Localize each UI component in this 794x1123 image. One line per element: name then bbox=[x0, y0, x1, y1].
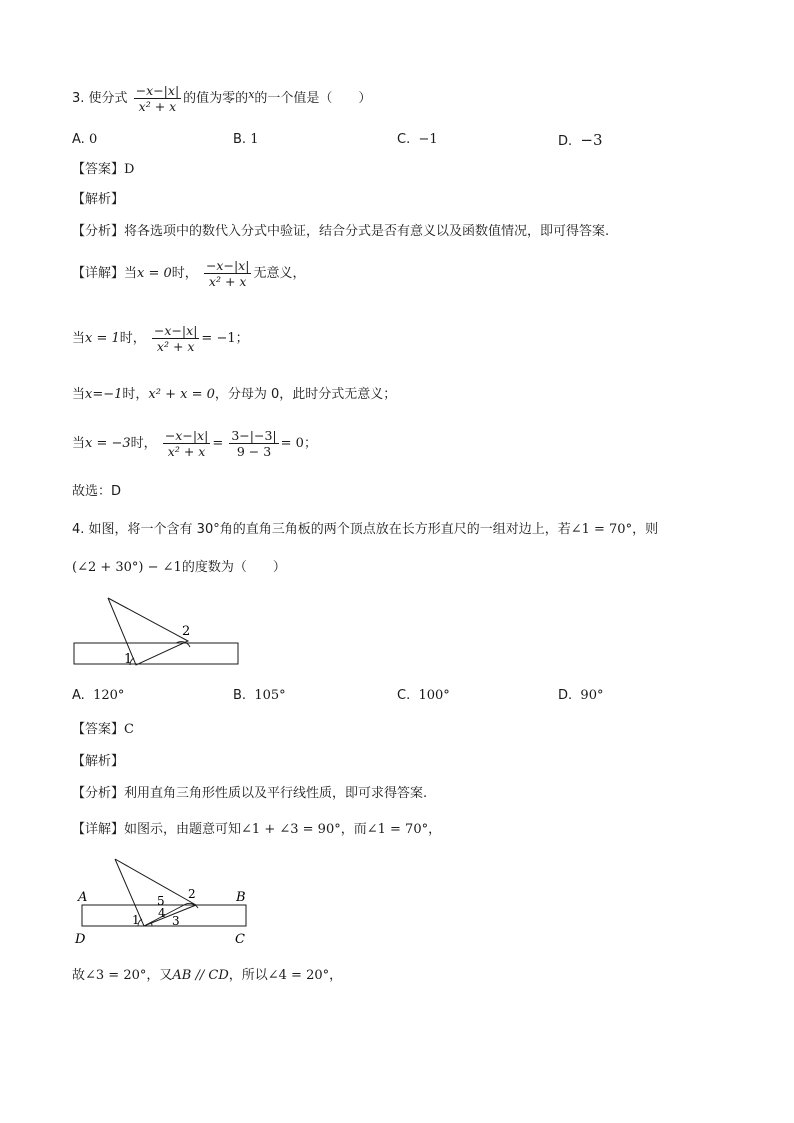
label-2: 2 bbox=[182, 624, 191, 639]
q3-answer: 【答案】D bbox=[72, 162, 135, 177]
label-A: A bbox=[78, 890, 88, 905]
q4-stem-line-1: 4. 如图，将一个含有 30°角的直角三角板的两个顶点放在长方形直尺的一组对边上，若∠1 = 70°，则 bbox=[72, 522, 659, 537]
label-B: B bbox=[236, 890, 246, 905]
q3-frac-num: −x−|x| bbox=[135, 83, 180, 98]
label-C: C bbox=[235, 932, 245, 947]
triangle-plate bbox=[115, 859, 196, 926]
q3-option-a: A. 0 bbox=[72, 132, 98, 147]
q3-d4-fraction-b: $\frac{3-|-3|}{9 - 3}$ bbox=[231, 428, 277, 459]
q3-option-b: B. 1 bbox=[233, 132, 259, 147]
q3-d1-fraction: $\frac{-x-|x|}{\text{x² + x}}$ bbox=[205, 258, 250, 289]
q4-fenxi: 【分析】利用直角三角形性质以及平行线性质，即可求得答案. bbox=[72, 786, 428, 801]
q4-figure-2 bbox=[72, 855, 262, 950]
label-5: 5 bbox=[157, 894, 165, 908]
ruler-rectangle bbox=[74, 643, 238, 664]
label-4: 4 bbox=[158, 906, 166, 920]
angle-2-arc bbox=[176, 642, 190, 647]
label-D: D bbox=[75, 932, 86, 947]
q3-stem-prefix: 3. 使分式 bbox=[72, 91, 128, 106]
q3-stem-suffix-1: 的值为零的 bbox=[183, 91, 249, 106]
q4-option-d: D. 90° bbox=[558, 688, 604, 703]
q4-figure-1 bbox=[72, 595, 242, 670]
q3-d4-fraction-a: $\frac{-x-|x|}{\text{x² + x}}$ bbox=[164, 428, 209, 459]
label-3: 3 bbox=[172, 914, 180, 928]
label-2: 2 bbox=[188, 887, 196, 901]
q4-answer: 【答案】C bbox=[72, 722, 134, 737]
q4-option-c: C. 100° bbox=[397, 688, 450, 703]
q4-option-a: A. 120° bbox=[72, 688, 125, 703]
q3-detail-4: 当x = −3时， $\frac{-x-|x|}{\text{x² + x}}$ = $\frac{3-|-3|}{9 - 3}$ = 0； bbox=[72, 428, 317, 459]
q4-detail: 【详解】如图示，由题意可知∠1 + ∠3 = 90°，而∠1 = 70°， bbox=[72, 822, 442, 837]
q4-option-b: B. 105° bbox=[233, 688, 286, 703]
q3-fraction bbox=[134, 83, 181, 114]
q3-conclusion: 故选：D bbox=[72, 484, 122, 499]
q3-var-x: x bbox=[248, 88, 255, 101]
q3-detail-3: 当x=−1时，x² + x = 0，分母为 0，此时分式无意义； bbox=[72, 387, 397, 402]
q3-option-c: C. −1 bbox=[397, 132, 438, 147]
q3-d2-fraction: $\frac{-x-|x|}{\text{x² + x}}$ bbox=[153, 323, 198, 354]
q4-final: 故∠3 = 20°，又AB // CD，所以∠4 = 20°， bbox=[72, 968, 343, 983]
triangle-plate bbox=[108, 598, 191, 665]
q3-fenxi: 【分析】将各选项中的数代入分式中验证，结合分式是否有意义以及函数值情况，即可得答案. bbox=[72, 224, 610, 239]
q3-detail-1: 【详解】当x = 0时， $\frac{-x-|x|}{\text{x² + x}}$ 无意义， bbox=[72, 258, 306, 289]
q3-frac-den: x² + x bbox=[138, 99, 177, 114]
q3-option-d: D. −3 bbox=[558, 131, 603, 149]
q4-analysis-tag: 【解析】 bbox=[72, 754, 125, 769]
q3-stem-suffix-2: 的一个值是（ ） bbox=[254, 91, 372, 106]
label-1: 1 bbox=[132, 913, 140, 927]
q4-stem-line-2: (∠2 + 30°) − ∠1的度数为（ ） bbox=[72, 560, 286, 575]
q3-analysis-tag: 【解析】 bbox=[72, 192, 125, 207]
q3-stem bbox=[72, 80, 371, 114]
label-1: 1 bbox=[124, 652, 133, 667]
q3-detail-2: 当x = 1时， $\frac{-x-|x|}{\text{x² + x}}$ = −1； bbox=[72, 323, 249, 354]
